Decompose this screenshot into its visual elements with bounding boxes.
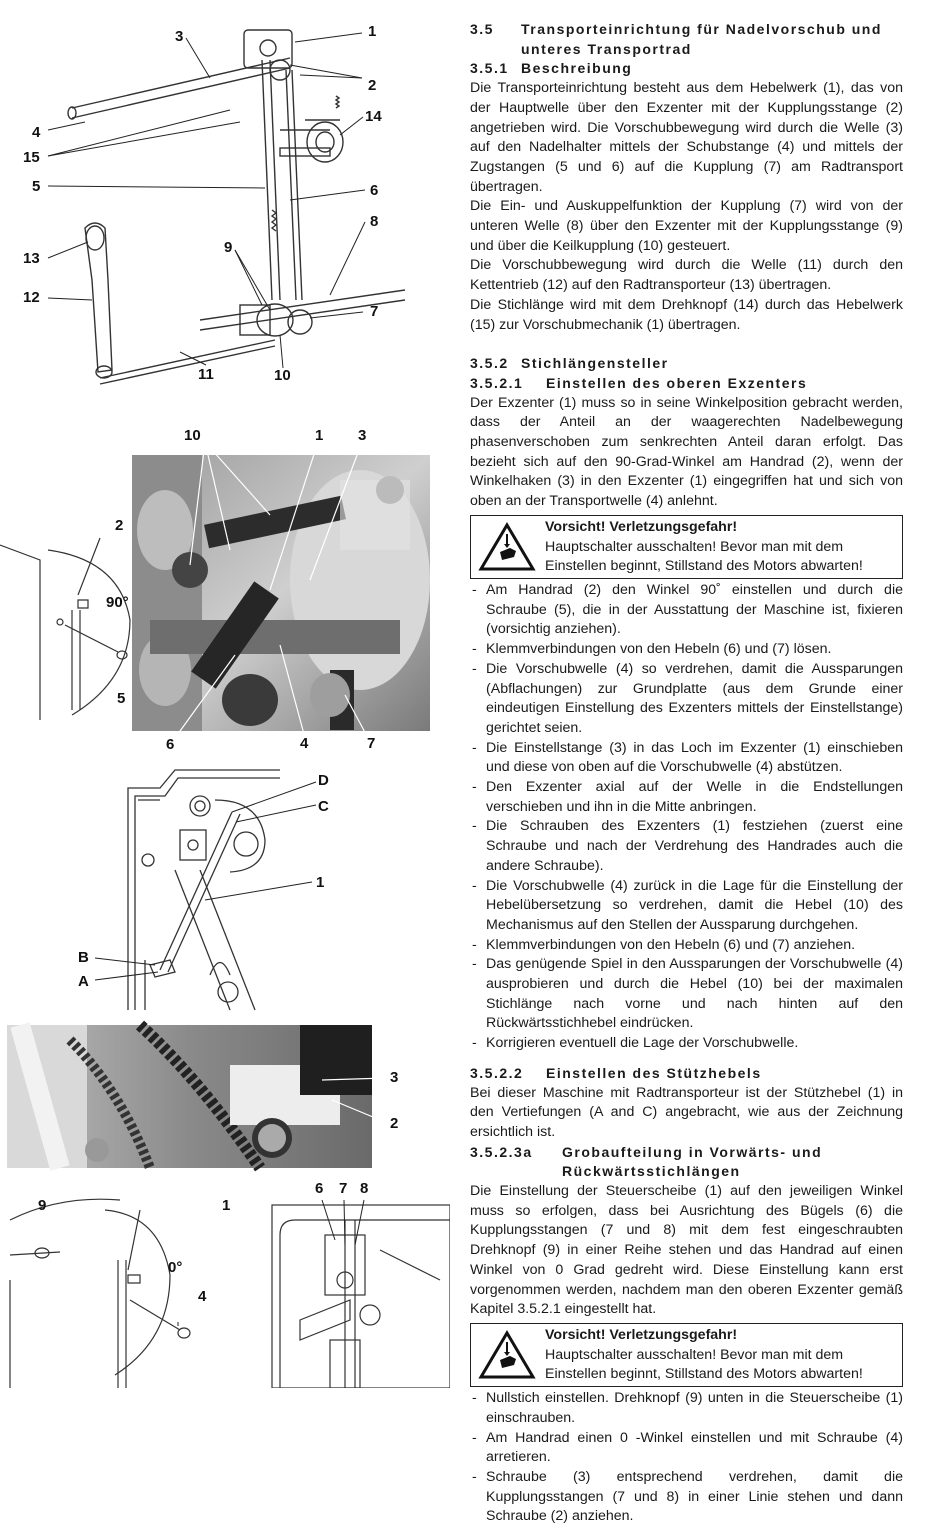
fig2-label-2: 2 — [115, 517, 124, 534]
list-item: - Korrigieren eventuell die Lage der Vorschubwelle. — [470, 1034, 903, 1054]
fig1-label-2: 2 — [368, 77, 377, 94]
fig2-label-4: 4 — [300, 735, 309, 752]
fig4-label-1: 1 — [222, 1197, 231, 1214]
list-item: - Die Schrauben des Exzenters (1) festziehen (zuerst eine Schraube und nach der Verdrehung des Handrades auch die andere Schraube). — [470, 817, 903, 876]
fig1-label-14: 14 — [365, 108, 382, 125]
fig3-label-A: A — [78, 973, 89, 990]
fig2-label-5: 5 — [117, 690, 126, 707]
instruction-list-1 — [470, 581, 903, 1054]
fig2-label-6: 6 — [166, 736, 175, 753]
heading-3-5: 3.5 Transporteinrichtung für Nadelvorschub und unteres Transportrad — [470, 21, 882, 57]
figure-transport-mechanism — [0, 0, 450, 400]
warning-title: Vorsicht! Verletzungsgefahr! — [545, 518, 738, 535]
list-item: - Klemmverbindungen von den Hebeln (6) und (7) anziehen. — [470, 936, 903, 956]
heading-3-5-2-1: 3.5.2.1 Einstellen des oberen Exzenters — [470, 374, 808, 391]
warning-box — [470, 1323, 903, 1387]
heading-3-5-1: 3.5.1 Beschreibung — [470, 60, 633, 77]
fig4-label-7: 7 — [339, 1180, 348, 1197]
heading-3-5-2: 3.5.2 Stichlängensteller — [470, 355, 669, 372]
fig4-label-4: 4 — [198, 1288, 207, 1305]
warning-hand-icon — [471, 1324, 543, 1386]
fig1-label-8: 8 — [370, 213, 379, 230]
fig4-label-9: 9 — [38, 1197, 47, 1214]
paragraph: Die Vorschubbewegung wird durch die Welle (11) durch den Kettentrieb (12) auf den Radtransporteur (13) übertragen. — [470, 257, 903, 294]
fig1-label-15: 15 — [23, 149, 40, 166]
list-item: - Klemmverbindungen von den Hebeln (6) und (7) lösen. — [470, 640, 903, 660]
fig2-label-10: 10 — [184, 427, 201, 444]
paragraph: Der Exzenter (1) muss so in seine Winkelposition gebracht werden, dass der Anteil an der waagerechten Nadelbewegung phasenverschoben zum senkrechten Anteil daran erfolgt. Das bezieht sich auf den 90-Grad-Winkel am Handrad (2), wenn der Winkelhaken (3) in den Exzenter (1) eingegriffen hat und sich von oben an der Transportwelle (4) anlehnt. — [470, 394, 903, 510]
instruction-list-2 — [470, 1389, 903, 1527]
fig4-label-8: 8 — [360, 1180, 369, 1197]
fig2-label-7: 7 — [367, 735, 376, 752]
figure-eccentric-photo — [0, 420, 450, 760]
fig1-label-10: 10 — [274, 367, 291, 384]
fig1-label-6: 6 — [370, 182, 379, 199]
fig4-label-0: 0° — [168, 1259, 183, 1276]
list-item: - Den Exzenter axial auf der Welle in die Endstellungen verschieben und ihn in die Mitte anbringen. — [470, 778, 903, 817]
paragraph: Die Ein- und Auskuppelfunktion der Kupplung (7) wird von der unteren Welle (8) über den Exzenter mit der Kupplungsstange (9) und über die Keilkupplung (10) gesteuert. — [470, 198, 903, 254]
fig2-label-90: 90° — [106, 594, 129, 611]
fig2-label-1: 1 — [315, 427, 324, 444]
fig4-label-6: 6 — [315, 1180, 324, 1197]
fig1-label-9: 9 — [224, 239, 233, 256]
warning-title: Vorsicht! Verletzungsgefahr! — [545, 1327, 738, 1343]
list-item: - Schraube (3) entsprechend verdrehen, damit die Kupplungsstangen (7 und 8) in einer Linie stehen und dann Schraube (2) anziehen. — [470, 1468, 903, 1527]
fig3-label-D: D — [318, 772, 329, 789]
paragraph: Die Transporteinrichtung besteht aus dem Hebelwerk (1), das von der Hauptwelle über den Exzenter mit der Kupplungsstange (2) angetrieben wird. Die Vorschubbewegung wird durch die Welle (3) auf den Nadelhalter mittels der Schubstange (4) und mittels der Zugstangen (5 und 6) auf die Kupplung (7) am Radtransport übertragen. — [470, 80, 903, 195]
warning-hand-icon — [471, 516, 543, 578]
warning-text: Hauptschalter ausschalten! Bevor man mit dem Einstellen beginnt, Stillstand des Motors abwarten! — [545, 538, 863, 575]
list-item: - Die Vorschubwelle (4) zurück in die Lage für die Einstellung der Hebelübersetzung so verdrehen, damit die Hebel (10) des Mechanismus auf den Stellen der Aussparung durchgehen. — [470, 877, 903, 936]
figures-column — [0, 0, 450, 1388]
heading-3-5-2-2: 3.5.2.2 Einstellen des Stützhebels — [470, 1064, 762, 1081]
fig1-label-3: 3 — [175, 28, 184, 45]
fig4-label-3: 3 — [390, 1069, 399, 1086]
fig4-label-2: 2 — [390, 1115, 399, 1132]
fig3-label-C: C — [318, 798, 329, 815]
list-item: - Am Handrad (2) den Winkel 90˚ einstellen und durch die Schraube (5), die in der Ausstattung der Maschine ist, fixieren (vorsichtig anziehen). — [470, 581, 903, 640]
list-item: - Die Einstellstange (3) in das Loch im Exzenter (1) einschieben und diese von oben auf die Vorschubwelle (4) abstützen. — [470, 739, 903, 778]
paragraph: Die Stichlänge wird mit dem Drehknopf (14) durch das Hebelwerk (15) zur Vorschubmechanik (1) übertragen. — [470, 296, 903, 333]
warning-text: Hauptschalter ausschalten! Bevor man mit dem Einstellen beginnt, Stillstand des Motors abwarten! — [545, 1346, 863, 1383]
paragraph: Bei dieser Maschine mit Radtransporteur ist der Stützhebel (1) in den Vertiefungen (A and C) angebracht, wie aus der Zeichnung ersichtlich ist. — [470, 1084, 903, 1140]
fig1-label-13: 13 — [23, 250, 40, 267]
fig1-label-1: 1 — [368, 23, 377, 40]
list-item: - Am Handrad einen 0 -Winkel einstellen und mit Schraube (4) arretieren. — [470, 1429, 903, 1468]
figure-support-lever — [0, 760, 450, 1020]
list-item: - Das genügende Spiel in den Aussparungen der Vorschubwelle (4) ausprobieren und durch die Hebel (10) bei der maximalen Stichlänge nach vorne und nach hinten auf den Rückwärtsstichhebel eindrücken. — [470, 955, 903, 1034]
fig1-label-5: 5 — [32, 178, 41, 195]
text-column — [470, 20, 903, 1527]
list-item: - Nullstich einstellen. Drehknopf (9) unten in die Steuerscheibe (1) einschrauben. — [470, 1389, 903, 1428]
fig1-label-11: 11 — [198, 366, 214, 383]
fig1-label-12: 12 — [23, 289, 40, 306]
fig1-label-7: 7 — [370, 303, 379, 320]
fig3-label-1: 1 — [316, 874, 325, 891]
paragraph: Die Einstellung der Steuerscheibe (1) auf den jeweiligen Winkel muss so erfolgen, dass bei Ausrichtung des Bügels (6) die Kupplungsstangen (7 und 8) mit dem fest eingeschraubten Drehknopf (9) in einer Reihe stehen und das Handrad auf einen Winkel von 0 Grad gedreht wird. Diese Einstellung kann erst vorgenommen werden, nachdem man den oberen Exzenter gemäß Kapitel 3.5.2.1 eingestellt hat. — [470, 1183, 903, 1318]
warning-box — [470, 515, 903, 579]
fig2-label-3: 3 — [358, 427, 367, 444]
fig1-label-4: 4 — [32, 124, 41, 141]
fig3-label-B: B — [78, 949, 89, 966]
heading-3-5-2-3a: 3.5.2.3a Grobaufteilung in Vorwärts- und Rückwärtsstichlängen — [470, 1143, 823, 1180]
list-item: - Die Vorschubwelle (4) so verdrehen, damit die Aussparungen (Abflachungen) zur Grundplatte (aus dem Grunde einer eindeutigen Einstellung des Exzenters mittels der Einstellstange) gerichtet seien. — [470, 660, 903, 739]
